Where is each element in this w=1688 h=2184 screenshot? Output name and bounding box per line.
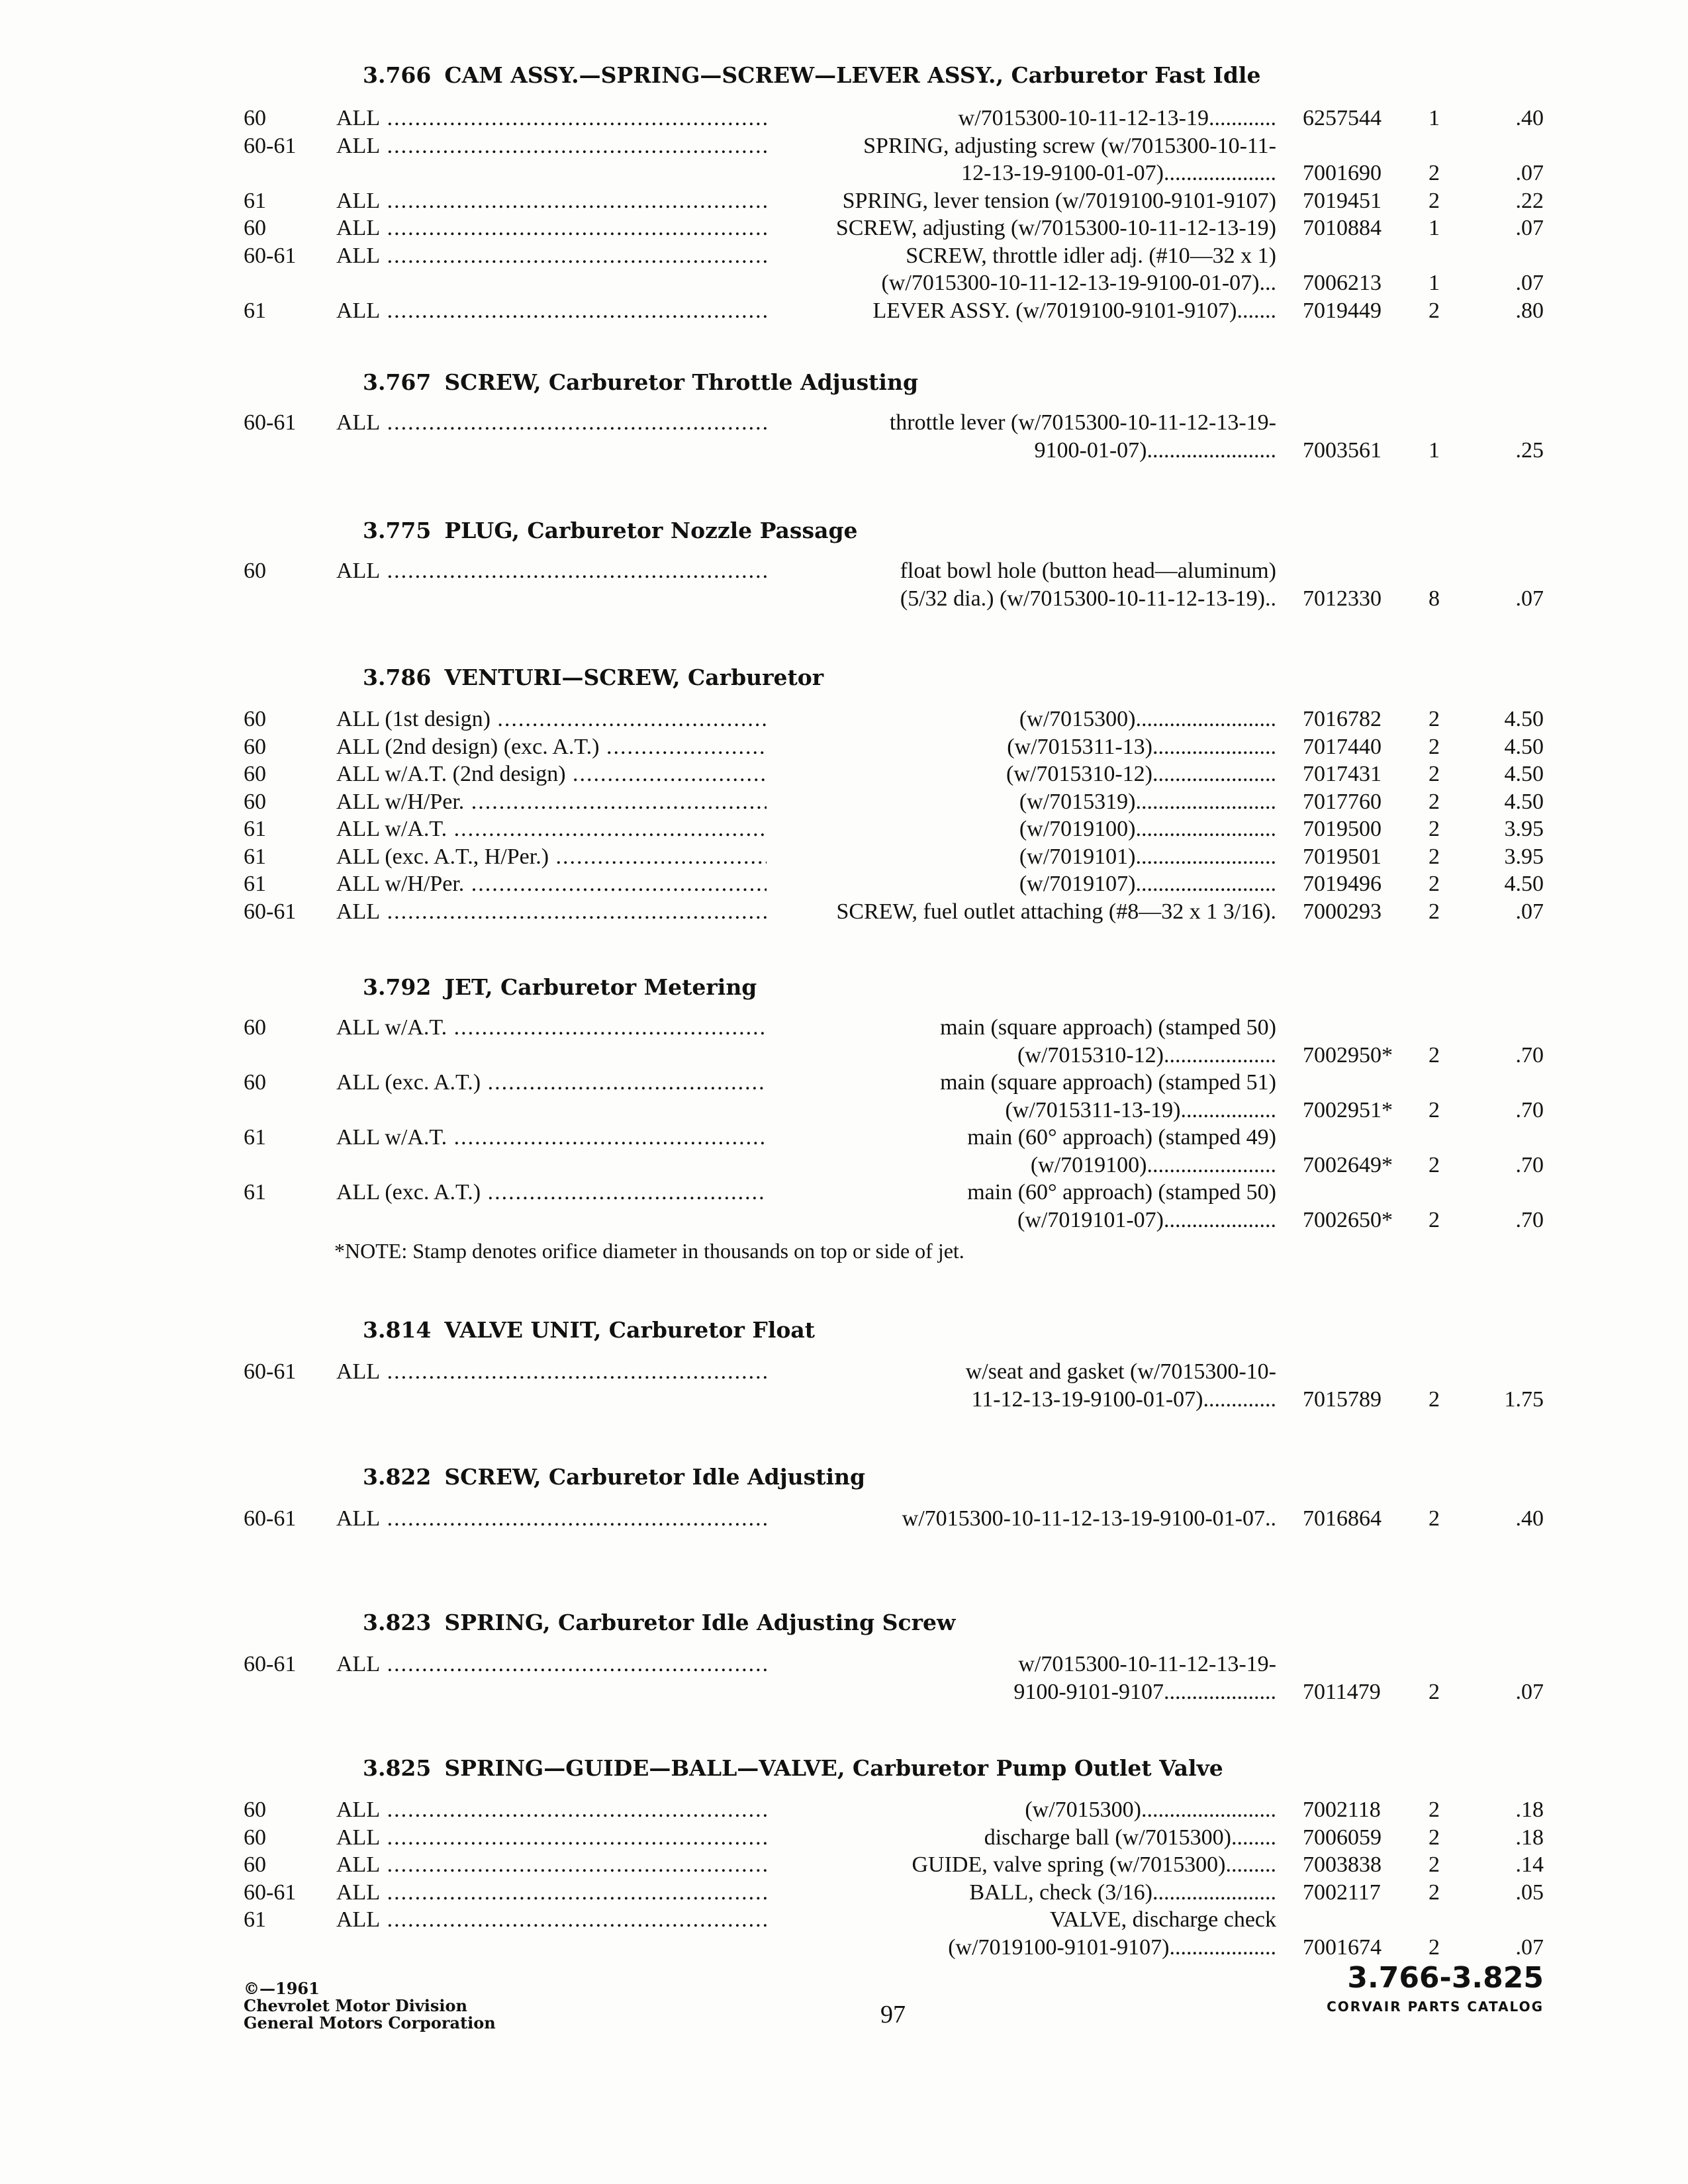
table-row [0,762,1688,791]
description-cell: main (square approach) (stamped 50) [940,1015,1276,1040]
model-cell: ALL w/A.T. ..... [336,1015,767,1040]
model-cell: ALL ..... [336,244,767,269]
description-cell: SCREW, adjusting (w/7015300-10-11-12-13-19) [835,216,1276,240]
table-row [0,1825,1688,1854]
year-cell: 60-61 [244,1506,297,1531]
description-cell: discharge ball (w/7015300)........ [984,1825,1276,1850]
quantity-cell: 1 [1429,216,1440,240]
table-row [0,817,1688,846]
quantity-cell: 2 [1429,1506,1440,1531]
price-cell: .07 [1515,161,1544,185]
section-number: 3.786 [363,664,432,690]
section-number: 3.814 [363,1317,432,1343]
price-cell: .40 [1515,106,1544,130]
section-title: PLUG, Carburetor Nozzle Passage [444,518,858,543]
price-cell: .18 [1515,1825,1544,1850]
price-cell: .07 [1515,1934,1544,1960]
table-row [0,707,1688,736]
part-number-cell: 7012330 [1303,586,1382,611]
price-cell: 4.50 [1504,707,1544,731]
price-cell: .05 [1515,1880,1544,1905]
quantity-cell: 2 [1429,899,1440,924]
quantity-cell: 2 [1429,707,1440,731]
section-heading [363,1317,815,1343]
quantity-cell: 1 [1429,437,1440,463]
section-heading [363,1755,1223,1781]
publisher-block [244,1980,496,2032]
year-cell: 60 [244,789,266,814]
part-number-cell: 7017440 [1303,734,1382,759]
quantity-cell: 2 [1429,1825,1440,1850]
price-cell: .07 [1515,1679,1544,1704]
copyright: ©—1961 [244,1979,320,1998]
quantity-cell: 2 [1429,1880,1440,1905]
section-number: 3.792 [363,974,432,1000]
section-title: SCREW, Carburetor Idle Adjusting [444,1464,866,1490]
model-cell: ALL ..... [336,1825,767,1850]
year-cell: 60 [244,1797,266,1822]
model-cell: ALL ..... [336,1907,767,1933]
description-cell: (w/7015319)......................... [1019,789,1276,814]
description-cell: main (60° approach) (stamped 49) [967,1125,1276,1150]
description-cell: (w/7019100)......................... [1019,817,1276,841]
description-cell: w/7015300-10-11-12-13-19............ [958,106,1276,130]
model-cell: ALL ..... [336,1852,767,1878]
description-cell: main (square approach) (stamped 51) [940,1070,1276,1095]
table-row [0,1180,1688,1209]
quantity-cell: 1 [1429,271,1440,295]
part-number-cell: 7003838 [1303,1852,1382,1877]
part-number-cell: 7006059 [1303,1825,1382,1850]
description-cell: w/7015300-10-11-12-13-19- [1018,1652,1276,1676]
catalog-name: CORVAIR PARTS CATALOG [1327,1999,1544,2015]
section-number: 3.775 [363,518,432,543]
model-cell: ALL ..... [336,410,767,435]
model-cell: ALL ..... [336,134,767,159]
year-cell: 60 [244,559,266,583]
page-number: 97 [880,2001,906,2028]
year-cell: 60-61 [244,1652,297,1676]
quantity-cell: 2 [1429,1387,1440,1412]
price-cell: .25 [1515,437,1544,463]
catalog-range-block [1327,1961,1544,2015]
description-cell: SCREW, throttle idler adj. (#10—32 x 1) [906,243,1276,268]
model-cell: ALL (exc. A.T.) ..... [336,1070,767,1095]
section-number: 3.767 [363,369,432,395]
year-cell: 60 [244,1015,266,1040]
part-number-cell: 7015789 [1303,1387,1382,1412]
table-row [0,1652,1688,1681]
section-heading [363,664,823,690]
model-cell: ALL ..... [336,298,767,324]
model-cell: ALL (1st design) ..... [336,707,767,732]
description-cell: throttle lever (w/7015300-10-11-12-13-19- [889,410,1276,435]
description-cell: (w/7015310-12).................... [1017,1042,1276,1068]
year-cell: 60 [244,1825,266,1850]
model-cell: ALL (exc. A.T., H/Per.) ..... [336,844,767,870]
quantity-cell: 2 [1429,188,1440,213]
part-number-cell: 7019496 [1303,872,1382,896]
model-cell: ALL (exc. A.T.) ..... [336,1180,767,1205]
table-row [0,1153,1688,1182]
table-row [0,1506,1688,1535]
section-title: VALVE UNIT, Carburetor Float [444,1317,816,1343]
part-number-cell: 6257544 [1303,106,1382,130]
table-row [0,1208,1688,1237]
table-row [0,1907,1688,1936]
description-cell: 9100-9101-9107.................... [1013,1679,1276,1704]
table-row [0,1880,1688,1909]
table-row [0,216,1688,245]
description-cell: (w/7015300)......................... [1019,707,1276,731]
model-cell: ALL ..... [336,1359,767,1385]
description-cell: 9100-01-07)....................... [1034,437,1276,463]
model-cell: ALL (2nd design) (exc. A.T.) ..... [336,735,767,760]
section-title: SPRING, Carburetor Idle Adjusting Screw [444,1610,956,1635]
year-cell: 61 [244,1125,266,1150]
price-cell: 3.95 [1504,817,1544,841]
table-row [0,1015,1688,1044]
part-number-cell: 7019451 [1303,188,1382,213]
price-cell: 1.75 [1504,1387,1544,1412]
price-cell: 3.95 [1504,844,1544,869]
quantity-cell: 2 [1429,817,1440,841]
model-cell: ALL ..... [336,1506,767,1531]
table-row [0,899,1688,929]
description-cell: (w/7019107)......................... [1019,872,1276,896]
table-row [0,1680,1688,1709]
year-cell: 60 [244,762,266,786]
table-row [0,1043,1688,1072]
price-cell: .07 [1515,216,1544,240]
quantity-cell: 2 [1429,161,1440,185]
table-row [0,559,1688,588]
model-cell: ALL w/A.T. ..... [336,1125,767,1150]
section-number: 3.766 [363,62,432,88]
section-heading [363,1610,955,1635]
model-cell: ALL ..... [336,216,767,241]
table-row [0,1359,1688,1388]
table-row [0,410,1688,439]
description-cell: VALVE, discharge check [1049,1907,1276,1932]
year-cell: 61 [244,1180,266,1205]
part-number-cell: 7001690 [1303,161,1382,185]
model-cell: ALL ..... [336,106,767,131]
description-cell: LEVER ASSY. (w/7019100-9101-9107)....... [872,298,1276,323]
model-cell: ALL ..... [336,1797,767,1823]
price-cell: .40 [1515,1506,1544,1531]
description-cell: SPRING, lever tension (w/7019100-9101-9107) [842,188,1276,213]
table-row [0,1852,1688,1882]
division: Chevrolet Motor Division [244,1996,467,2015]
model-cell: ALL w/A.T. (2nd design) ..... [336,762,767,787]
table-row [0,1098,1688,1127]
description-cell: main (60° approach) (stamped 50) [967,1180,1276,1205]
part-number-cell: 7019449 [1303,298,1382,323]
quantity-cell: 1 [1429,106,1440,130]
description-cell: (w/7015300)........................ [1025,1797,1276,1822]
part-number-cell: 7017760 [1303,789,1382,814]
section-title: SPRING—GUIDE—BALL—VALVE, Carburetor Pump Outlet Valve [444,1755,1223,1781]
description-cell: w/seat and gasket (w/7015300-10- [965,1359,1276,1384]
description-cell: (w/7015300-10-11-12-13-19-9100-01-07)... [881,271,1276,295]
description-cell: (w/7015311-13-19)................. [1005,1097,1276,1122]
part-number-cell: 7001674 [1303,1934,1382,1960]
price-cell: 4.50 [1504,872,1544,896]
part-number-cell: 7000293 [1303,899,1382,924]
description-cell: (w/7019101)......................... [1019,844,1276,869]
table-row [0,586,1688,615]
table-row [0,298,1688,328]
year-cell: 60-61 [244,899,297,924]
price-cell: .18 [1515,1797,1544,1822]
year-cell: 60 [244,707,266,731]
section-title: VENTURI—SCREW, Carburetor [444,664,824,690]
section-title: CAM ASSY.—SPRING—SCREW—LEVER ASSY., Carburetor Fast Idle [444,62,1261,88]
table-row [0,735,1688,764]
table-row [0,1797,1688,1827]
price-cell: .22 [1515,188,1544,213]
price-cell: .70 [1515,1207,1544,1232]
table-row [0,106,1688,135]
section-title: JET, Carburetor Metering [444,974,757,1000]
price-cell: .70 [1515,1097,1544,1122]
part-number-cell: 7006213 [1303,271,1382,295]
section-note: *NOTE: Stamp denotes orifice diameter in thousands on top or side of jet. [334,1239,964,1263]
model-cell: ALL w/A.T. ..... [336,817,767,842]
description-cell: 11-12-13-19-9100-01-07)............. [971,1387,1276,1412]
part-number-cell: 7002951* [1303,1097,1393,1122]
price-cell: 4.50 [1504,734,1544,759]
price-cell: 4.50 [1504,762,1544,786]
model-cell: ALL ..... [336,1880,767,1905]
quantity-cell: 2 [1429,762,1440,786]
section-title: SCREW, Carburetor Throttle Adjusting [444,369,919,395]
price-cell: 4.50 [1504,789,1544,814]
year-cell: 61 [244,188,266,213]
part-number-cell: 7002117 [1303,1880,1381,1905]
description-cell: (5/32 dia.) (w/7015300-10-11-12-13-19).. [900,586,1276,611]
part-number-cell: 7011479 [1303,1679,1381,1704]
section-heading [363,974,757,1000]
quantity-cell: 2 [1429,298,1440,323]
quantity-cell: 2 [1429,1852,1440,1877]
part-number-cell: 7002950* [1303,1042,1393,1068]
section-heading [363,369,918,395]
model-cell: ALL w/H/Per. ..... [336,872,767,897]
table-row [0,1125,1688,1154]
price-cell: .07 [1515,271,1544,295]
year-cell: 60-61 [244,1359,297,1384]
description-cell: w/7015300-10-11-12-13-19-9100-01-07.. [902,1506,1276,1531]
year-cell: 61 [244,1907,266,1932]
year-cell: 60 [244,106,266,130]
year-cell: 60-61 [244,133,297,158]
table-row [0,161,1688,190]
price-cell: .07 [1515,586,1544,611]
quantity-cell: 2 [1429,844,1440,869]
part-number-cell: 7017431 [1303,762,1382,786]
section-heading [363,62,1260,88]
price-cell: .14 [1515,1852,1544,1877]
section-number: 3.823 [363,1610,432,1635]
year-cell: 61 [244,872,266,896]
price-cell: .70 [1515,1042,1544,1068]
table-row [0,844,1688,874]
quantity-cell: 2 [1429,1042,1440,1068]
part-number-cell: 7019500 [1303,817,1382,841]
year-cell: 60 [244,1852,266,1877]
year-cell: 61 [244,844,266,869]
corporation: General Motors Corporation [244,2013,496,2032]
description-cell: SCREW, fuel outlet attaching (#8—32 x 1 3/16). [836,899,1276,924]
part-number-cell: 7002649* [1303,1152,1393,1177]
part-number-cell: 7002118 [1303,1797,1381,1822]
table-row [0,872,1688,901]
quantity-cell: 2 [1429,1152,1440,1177]
part-number-cell: 7010884 [1303,216,1382,240]
year-cell: 60 [244,734,266,759]
quantity-cell: 2 [1429,789,1440,814]
description-cell: 12-13-19-9100-01-07).................... [961,161,1276,185]
year-cell: 60 [244,216,266,240]
price-cell: .07 [1515,899,1544,924]
section-range: 3.766-3.825 [1347,1961,1544,1995]
price-cell: .70 [1515,1152,1544,1177]
table-row [0,1387,1688,1416]
table-row [0,438,1688,467]
description-cell: BALL, check (3/16)...................... [969,1880,1276,1905]
quantity-cell: 2 [1429,1679,1440,1704]
table-row [0,1070,1688,1099]
model-cell: ALL ..... [336,899,767,925]
model-cell: ALL ..... [336,189,767,214]
table-row [0,271,1688,300]
section-heading [363,518,858,543]
table-row [0,189,1688,218]
part-number-cell: 7016864 [1303,1506,1382,1531]
part-number-cell: 7016782 [1303,707,1382,731]
model-cell: ALL ..... [336,1652,767,1677]
quantity-cell: 2 [1429,872,1440,896]
part-number-cell: 7002650* [1303,1207,1393,1232]
section-number: 3.822 [363,1464,432,1490]
year-cell: 61 [244,817,266,841]
year-cell: 60-61 [244,410,297,435]
description-cell: float bowl hole (button head—aluminum) [900,559,1276,583]
table-row [0,1935,1688,1964]
quantity-cell: 2 [1429,734,1440,759]
description-cell: (w/7015310-12)...................... [1006,762,1276,786]
quantity-cell: 2 [1429,1207,1440,1232]
quantity-cell: 2 [1429,1097,1440,1122]
description-cell: (w/7015311-13)...................... [1007,734,1276,759]
description-cell: (w/7019101-07).................... [1017,1207,1276,1232]
year-cell: 60-61 [244,243,297,268]
section-heading [363,1464,865,1490]
table-row [0,244,1688,273]
table-row [0,790,1688,819]
quantity-cell: 2 [1429,1934,1440,1960]
description-cell: (w/7019100)....................... [1030,1152,1276,1177]
description-cell: GUIDE, valve spring (w/7015300)......... [912,1852,1276,1877]
table-row [0,134,1688,163]
year-cell: 60-61 [244,1880,297,1905]
price-cell: .80 [1515,298,1544,323]
description-cell: (w/7019100-9101-9107)................... [948,1934,1276,1960]
quantity-cell: 8 [1429,586,1440,611]
part-number-cell: 7019501 [1303,844,1382,869]
description-cell: SPRING, adjusting screw (w/7015300-10-11- [863,133,1276,158]
section-number: 3.825 [363,1755,432,1781]
year-cell: 60 [244,1070,266,1095]
year-cell: 61 [244,298,266,323]
part-number-cell: 7003561 [1303,437,1382,463]
model-cell: ALL w/H/Per. ..... [336,790,767,815]
quantity-cell: 2 [1429,1797,1440,1822]
model-cell: ALL ..... [336,559,767,584]
